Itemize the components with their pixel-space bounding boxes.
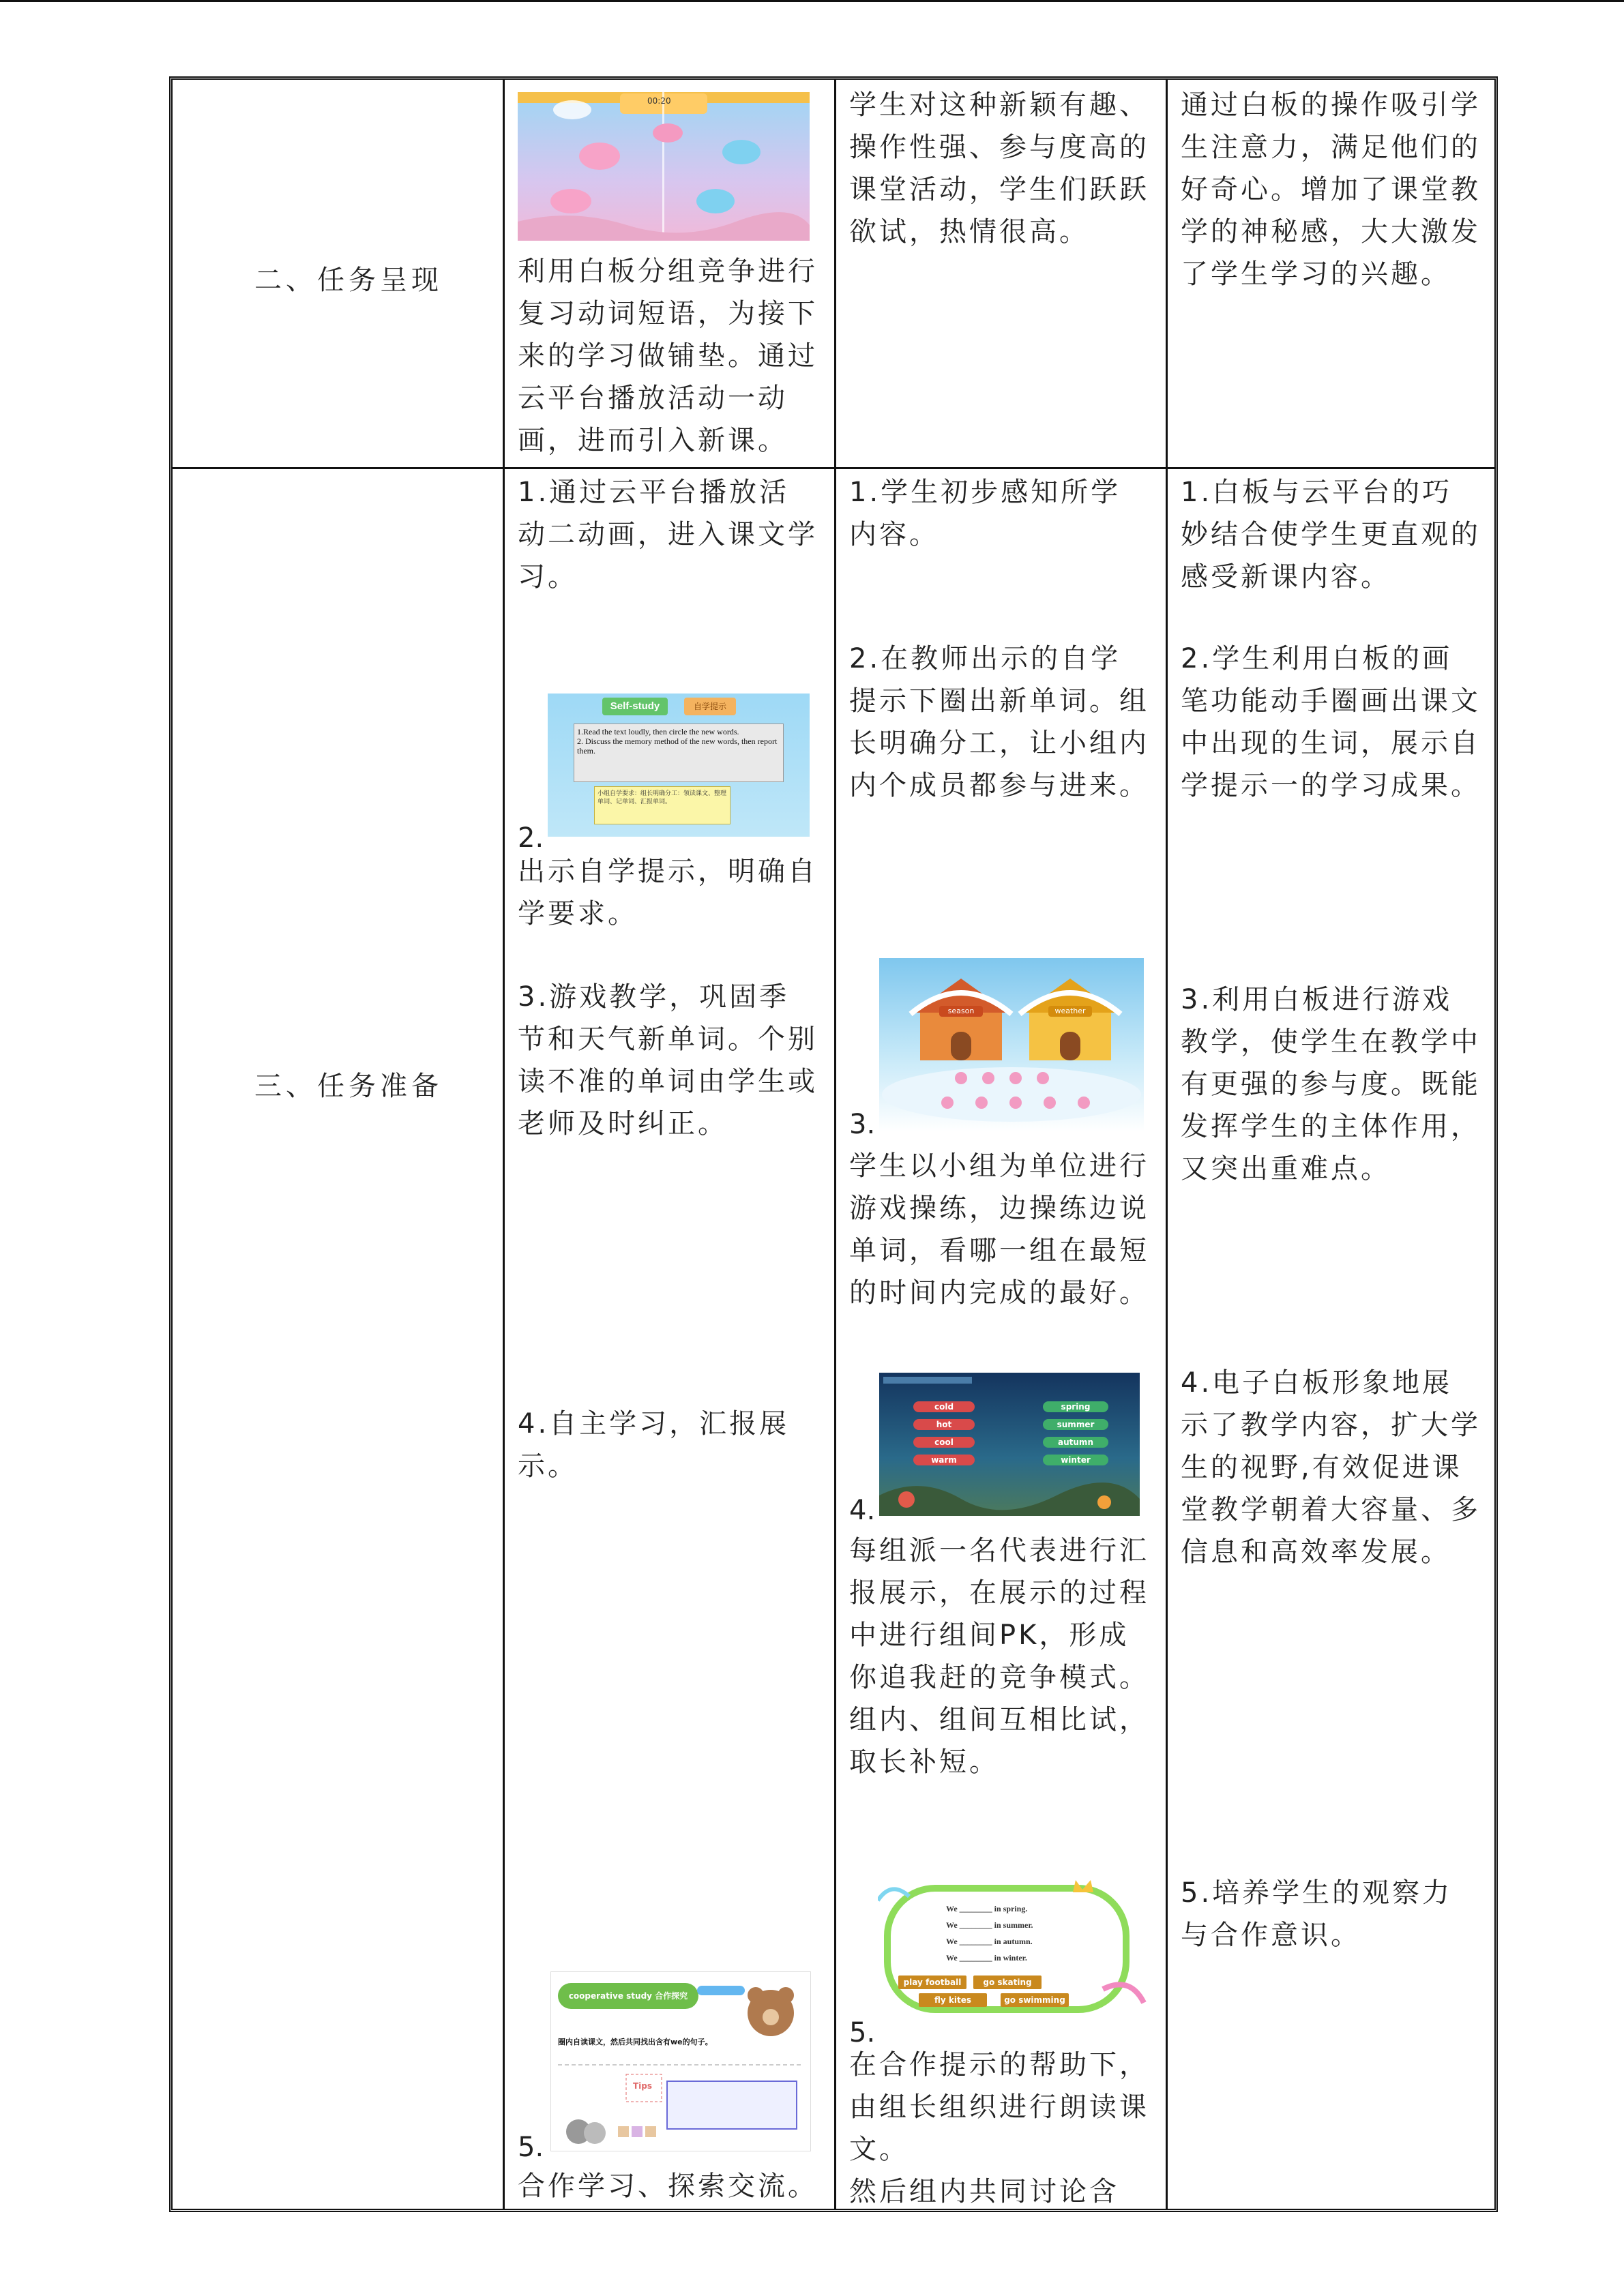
student-step-5-number: 5. xyxy=(849,2017,876,2048)
self-study-tag: 自学提示 xyxy=(684,698,736,715)
cooperative-study-thumbnail xyxy=(550,1971,811,2151)
sentence-frame-thumbnail xyxy=(878,1873,1155,2029)
intent-step-2: 2.学生利用白板的画笔功能动手圈画出课文中出现的生词，展示自学提示一的学习成果。 xyxy=(1181,643,1481,801)
match-right-3: autumn xyxy=(1043,1437,1108,1448)
sentence-frame-line-2: We ________ in summer. xyxy=(946,1920,1033,1930)
cooperative-study-decor xyxy=(551,1972,810,2151)
self-study-line-1: 1.Read the text loudly, then circle the new words. xyxy=(577,727,739,736)
word-match-thumbnail xyxy=(879,1373,1140,1516)
match-left-4: warm xyxy=(913,1455,975,1465)
cooperative-tips-label: Tips xyxy=(633,2081,653,2091)
col-divider-1 xyxy=(503,80,505,2209)
student-step-3: 学生以小组为单位进行游戏操练，边操练边说单词，看哪一组在最短的时间内完成的最好。 xyxy=(849,1150,1149,1309)
stage-cell-task-preparation: 三、任务准备 xyxy=(254,1071,443,1102)
match-left-3: cool xyxy=(913,1437,975,1448)
self-study-thumbnail xyxy=(548,694,810,837)
student-step-1: 1.学生初步感知所学内容。 xyxy=(849,477,1121,550)
teacher-step-2-number: 2. xyxy=(518,822,544,854)
student-step-6: 然后组内共同讨论含 xyxy=(849,2176,1119,2207)
design-intent-text: 通过白板的操作吸引学生注意力，满足他们的好奇心。增加了课堂教学的神秘感，大大激发了学生学习的兴趣。 xyxy=(1181,89,1481,290)
col-divider-2 xyxy=(834,80,836,2209)
balloon-game-timer: 00:20 xyxy=(647,96,671,106)
season-game-thumbnail xyxy=(879,958,1144,1131)
self-study-instructions xyxy=(574,724,784,782)
col-divider-3 xyxy=(1166,80,1168,2209)
page-top-rule xyxy=(0,0,1624,2)
intent-step-3: 3.利用白板进行游戏教学，使学生在教学中有更强的参与度。既能发挥学生的主体作用，又突出重难点。 xyxy=(1181,984,1481,1184)
option-go-swimming: go swimming xyxy=(1001,1993,1069,2007)
teacher-step-3: 3.游戏教学，巩固季节和天气新单词。个别读不准的单词由学生或老师及时纠正。 xyxy=(518,981,818,1139)
cooperative-study-instruction: 圈内自读课文，然后共同找出含有we的句子。 xyxy=(558,2038,713,2046)
teacher-step-5-number: 5. xyxy=(518,2132,544,2163)
self-study-note: 小组自学要求：组长明确分工：领读课文、整理单词、记单词、汇报单词。 xyxy=(594,786,730,824)
sentence-frame-line-1: We ________ in spring. xyxy=(946,1904,1028,1913)
option-go-skating: go skating xyxy=(973,1976,1042,1989)
student-step-2: 2.在教师出示的自学提示下圈出新单词。组长明确分工，让小组内内个成员都参与进来。 xyxy=(849,643,1149,801)
balloon-game-thumbnail xyxy=(518,92,810,241)
student-step-4-number: 4. xyxy=(849,1495,876,1526)
season-house-label: season xyxy=(939,1006,983,1017)
season-game-image xyxy=(879,958,1144,1131)
teacher-step-4: 4.自主学习，汇报展示。 xyxy=(518,1408,790,1482)
student-step-5: 在合作提示的帮助下，由组长组织进行朗读课文。 xyxy=(849,2049,1149,2165)
balloon-game-image xyxy=(518,92,810,241)
row-divider xyxy=(173,467,1494,469)
student-step-4: 每组派一名代表进行汇报展示，在展示的过程中进行组间PK，形成你追我赶的竞争模式。组内、组间互相比试，取长补短。 xyxy=(849,1535,1149,1778)
intent-step-1: 1.白板与云平台的巧妙结合使学生更直观的感受新课内容。 xyxy=(1181,477,1481,593)
match-left-1: cold xyxy=(913,1401,975,1412)
teacher-activity-text: 利用白板分组竞争进行复习动词短语，为接下来的学习做铺垫。通过云平台播放活动一动画，进而引入新课。 xyxy=(518,256,818,456)
match-right-2: summer xyxy=(1043,1419,1108,1430)
match-right-4: winter xyxy=(1043,1455,1108,1465)
teacher-step-5: 合作学习、探索交流。 xyxy=(518,2171,818,2202)
self-study-title: Self-study xyxy=(602,698,668,715)
cooperative-study-title: cooperative study 合作探究 xyxy=(558,1983,698,2009)
match-left-2: hot xyxy=(913,1419,975,1430)
self-study-line-2: 2. Discuss the memory method of the new words, then report them. xyxy=(577,736,778,756)
weather-house-label: weather xyxy=(1048,1006,1092,1017)
student-step-3-number: 3. xyxy=(849,1109,876,1140)
sentence-frame-line-3: We ________ in autumn. xyxy=(946,1937,1033,1946)
student-activity-text: 学生对这种新颖有趣、操作性强、参与度高的课堂活动，学生们跃跃欲试，热情很高。 xyxy=(849,89,1149,248)
stage-cell-task-presentation: 二、任务呈现 xyxy=(254,265,443,296)
intent-step-5: 5.培养学生的观察力与合作意识。 xyxy=(1181,1877,1453,1951)
teacher-step-2: 出示自学提示，明确自学要求。 xyxy=(518,856,818,929)
match-right-1: spring xyxy=(1043,1401,1108,1412)
option-play-football: play football xyxy=(898,1976,966,1989)
sentence-frame-line-4: We ________ in winter. xyxy=(946,1953,1027,1963)
lesson-plan-table xyxy=(169,76,1498,2212)
option-fly-kites: fly kites xyxy=(919,1993,987,2007)
teacher-step-1: 1.通过云平台播放活动二动画，进入课文学习。 xyxy=(518,477,818,593)
sentence-frame-lines xyxy=(946,1900,1033,1966)
intent-step-4: 4.电子白板形象地展示了教学内容，扩大学生的视野,有效促进课堂教学朝着大容量、多信息和高效率发展。 xyxy=(1181,1367,1481,1568)
